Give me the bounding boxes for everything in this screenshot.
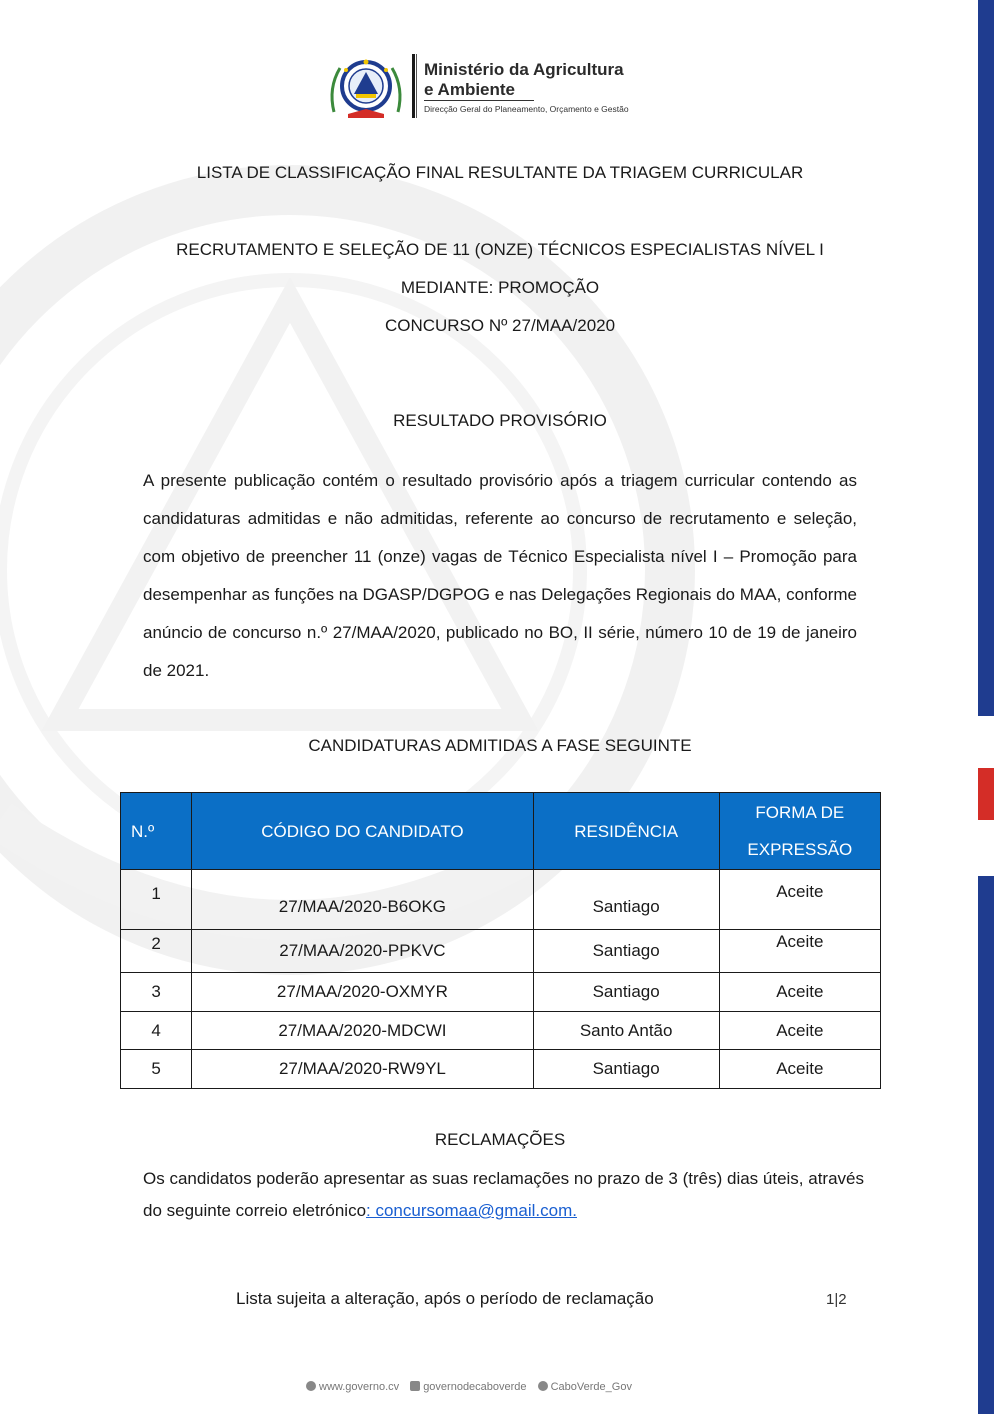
header-form [719, 793, 880, 870]
table-title: CANDIDATURAS ADMITIDAS A FASE SEGUINTE [308, 736, 692, 755]
cell-num: 3 [121, 973, 192, 1012]
header-code: CÓDIGO DO CANDIDATO [192, 793, 533, 870]
logo-separator [412, 54, 415, 118]
ministry-name-line2: e Ambiente [424, 80, 516, 99]
page-number: 1|2 [826, 1291, 847, 1308]
cell-residence: Santiago [533, 930, 719, 973]
logo-rule [424, 100, 534, 101]
table-row [121, 870, 881, 930]
table-row [121, 973, 881, 1012]
cell-form: Aceite [719, 1012, 880, 1050]
ministry-logo [326, 52, 666, 124]
body-paragraph: A presente publicação contém o resultado provisório após a triagem curricular contendo as candidaturas admitidas e não admitidas, referente ao concurso de recrutamento e seleção, com objetivo de preencher 11 (onze) vagas de Técnico Especialista nível I – Promoção para desempenhar as funções na DGASP/DGPOG e nas Delegações Regionais do MAA, conforme anúncio de concurso n.º 27/MAA/2020, publicado no BO, II série, número 10 de 19 de janeiro de 2021. [143, 471, 857, 680]
claims-title: RECLAMAÇÕES [434, 1130, 566, 1149]
ministry-name-line1: Ministério da Agricultura [424, 60, 624, 79]
side-bar-red [978, 768, 994, 820]
cell-form: Aceite [719, 973, 880, 1012]
social-footer [0, 1381, 930, 1393]
table-header-row [121, 793, 881, 870]
table-row [121, 1050, 881, 1089]
cell-residence: Santiago [533, 1050, 719, 1089]
cell-form: Aceite [719, 930, 880, 973]
table-row [121, 930, 881, 973]
header-num: N.º [121, 793, 192, 870]
cell-code: 27/MAA/2020-PPKVC [192, 930, 533, 973]
header-residence: RESIDÊNCIA [533, 793, 719, 870]
cell-code: 27/MAA/2020-OXMYR [192, 973, 533, 1012]
twitter-text: CaboVerde_Gov [550, 1381, 632, 1393]
claims-paragraph [143, 1163, 873, 1227]
logo-separator-thin [416, 54, 417, 118]
cell-form: Aceite [719, 1050, 880, 1089]
cell-code: 27/MAA/2020-B6OKG [192, 870, 533, 930]
header-form-line2: EXPRESSÃO [747, 840, 853, 859]
cell-num: 1 [121, 870, 192, 930]
cell-residence: Santiago [533, 870, 719, 930]
recruitment-mode: MEDIANTE: PROMOÇÃO [400, 278, 600, 297]
cell-form: Aceite [719, 870, 880, 930]
claims-email-link[interactable]: : concursomaa@gmail.com. [366, 1201, 577, 1220]
table-row [121, 1012, 881, 1050]
cell-code: 27/MAA/2020-RW9YL [192, 1050, 533, 1089]
facebook-icon [410, 1381, 420, 1391]
result-title: RESULTADO PROVISÓRIO [393, 411, 607, 430]
website-text: www.governo.cv [319, 1381, 400, 1393]
header-form-line1: FORMA DE [755, 803, 845, 822]
cell-code: 27/MAA/2020-MDCWI [192, 1012, 533, 1050]
twitter-icon [538, 1381, 548, 1391]
facebook-text: governodecaboverde [423, 1381, 527, 1393]
document-title: LISTA DE CLASSIFICAÇÃO FINAL RESULTANTE DA TRIAGEM CURRICULAR [196, 163, 804, 182]
contest-number: CONCURSO Nº 27/MAA/2020 [384, 316, 616, 335]
claims-text: Os candidatos poderão apresentar as suas reclamações no prazo de 3 (três) dias úteis, através do seguinte correio eletrónico [143, 1169, 864, 1220]
side-bar-blue-top [978, 0, 994, 716]
cell-num: 5 [121, 1050, 192, 1089]
footer-note: Lista sujeita a alteração, após o período de reclamação [236, 1289, 654, 1308]
cell-residence: Santiago [533, 973, 719, 1012]
candidates-table [120, 792, 881, 1089]
cell-residence: Santo Antão [533, 1012, 719, 1050]
ministry-name [424, 60, 624, 100]
coat-of-arms-icon [326, 54, 406, 122]
recruitment-title: RECRUTAMENTO E SELEÇÃO DE 11 (ONZE) TÉCNICOS ESPECIALISTAS NÍVEL I [176, 240, 824, 259]
ministry-department: Direcção Geral do Planeamento, Orçamento e Gestão [424, 104, 629, 114]
globe-icon [306, 1381, 316, 1391]
cell-num: 2 [121, 930, 192, 973]
cell-num: 4 [121, 1012, 192, 1050]
